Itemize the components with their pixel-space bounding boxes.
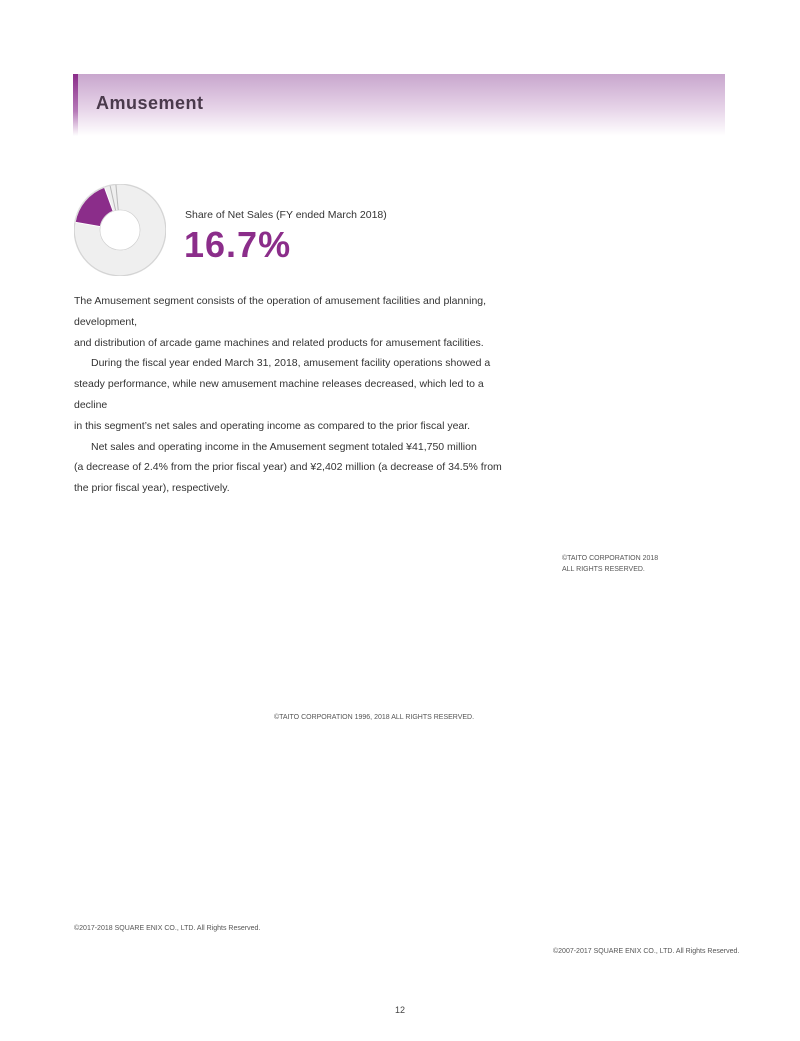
copyright-taito-1996: ©TAITO CORPORATION 1996, 2018 ALL RIGHTS RESERVED. (274, 714, 475, 721)
share-value: 16.7% (184, 224, 292, 265)
copyright-line: ALL RIGHTS RESERVED. (562, 566, 645, 573)
text-line: During the fiscal year ended March 31, 2018, amusement facility operations showed a (91, 357, 491, 370)
text-line: and distribution of arcade game machines and related products for amusement facilities. (74, 336, 484, 349)
text-line: Net sales and operating income in the Amusement segment totaled ¥41,750 million (91, 440, 477, 453)
text-line: the prior fiscal year), respectively. (74, 482, 230, 495)
section-title: Amusement (96, 93, 204, 113)
text-line: (a decrease of 2.4% from the prior fiscal year) and ¥2,402 million (a decrease of 34.5% from (74, 461, 502, 474)
copyright-square-enix-2007: ©2007-2017 SQUARE ENIX CO., LTD. All Rights Reserved. (553, 948, 740, 955)
copyright-square-enix-2017: ©2017-2018 SQUARE ENIX CO., LTD. All Rights Reserved. (74, 925, 261, 932)
segment-description (74, 291, 514, 499)
paragraph-2 (74, 353, 514, 436)
section-header-accent-bar (73, 74, 78, 136)
share-donut-chart (74, 184, 166, 276)
text-line: steady performance, while new amusement machine releases decreased, which led to a decline (74, 378, 484, 411)
copyright-line: ©TAITO CORPORATION 2018 (562, 555, 659, 562)
paragraph-1 (74, 291, 514, 353)
paragraph-3 (74, 437, 514, 499)
text-line: in this segment’s net sales and operating income as compared to the prior fiscal year. (74, 419, 471, 432)
text-line: The Amusement segment consists of the operation of amusement facilities and planning, development, (74, 295, 487, 328)
page-number: 12 (394, 1005, 405, 1015)
share-label: Share of Net Sales (FY ended March 2018) (185, 209, 387, 221)
copyright-taito-2018 (562, 553, 658, 575)
